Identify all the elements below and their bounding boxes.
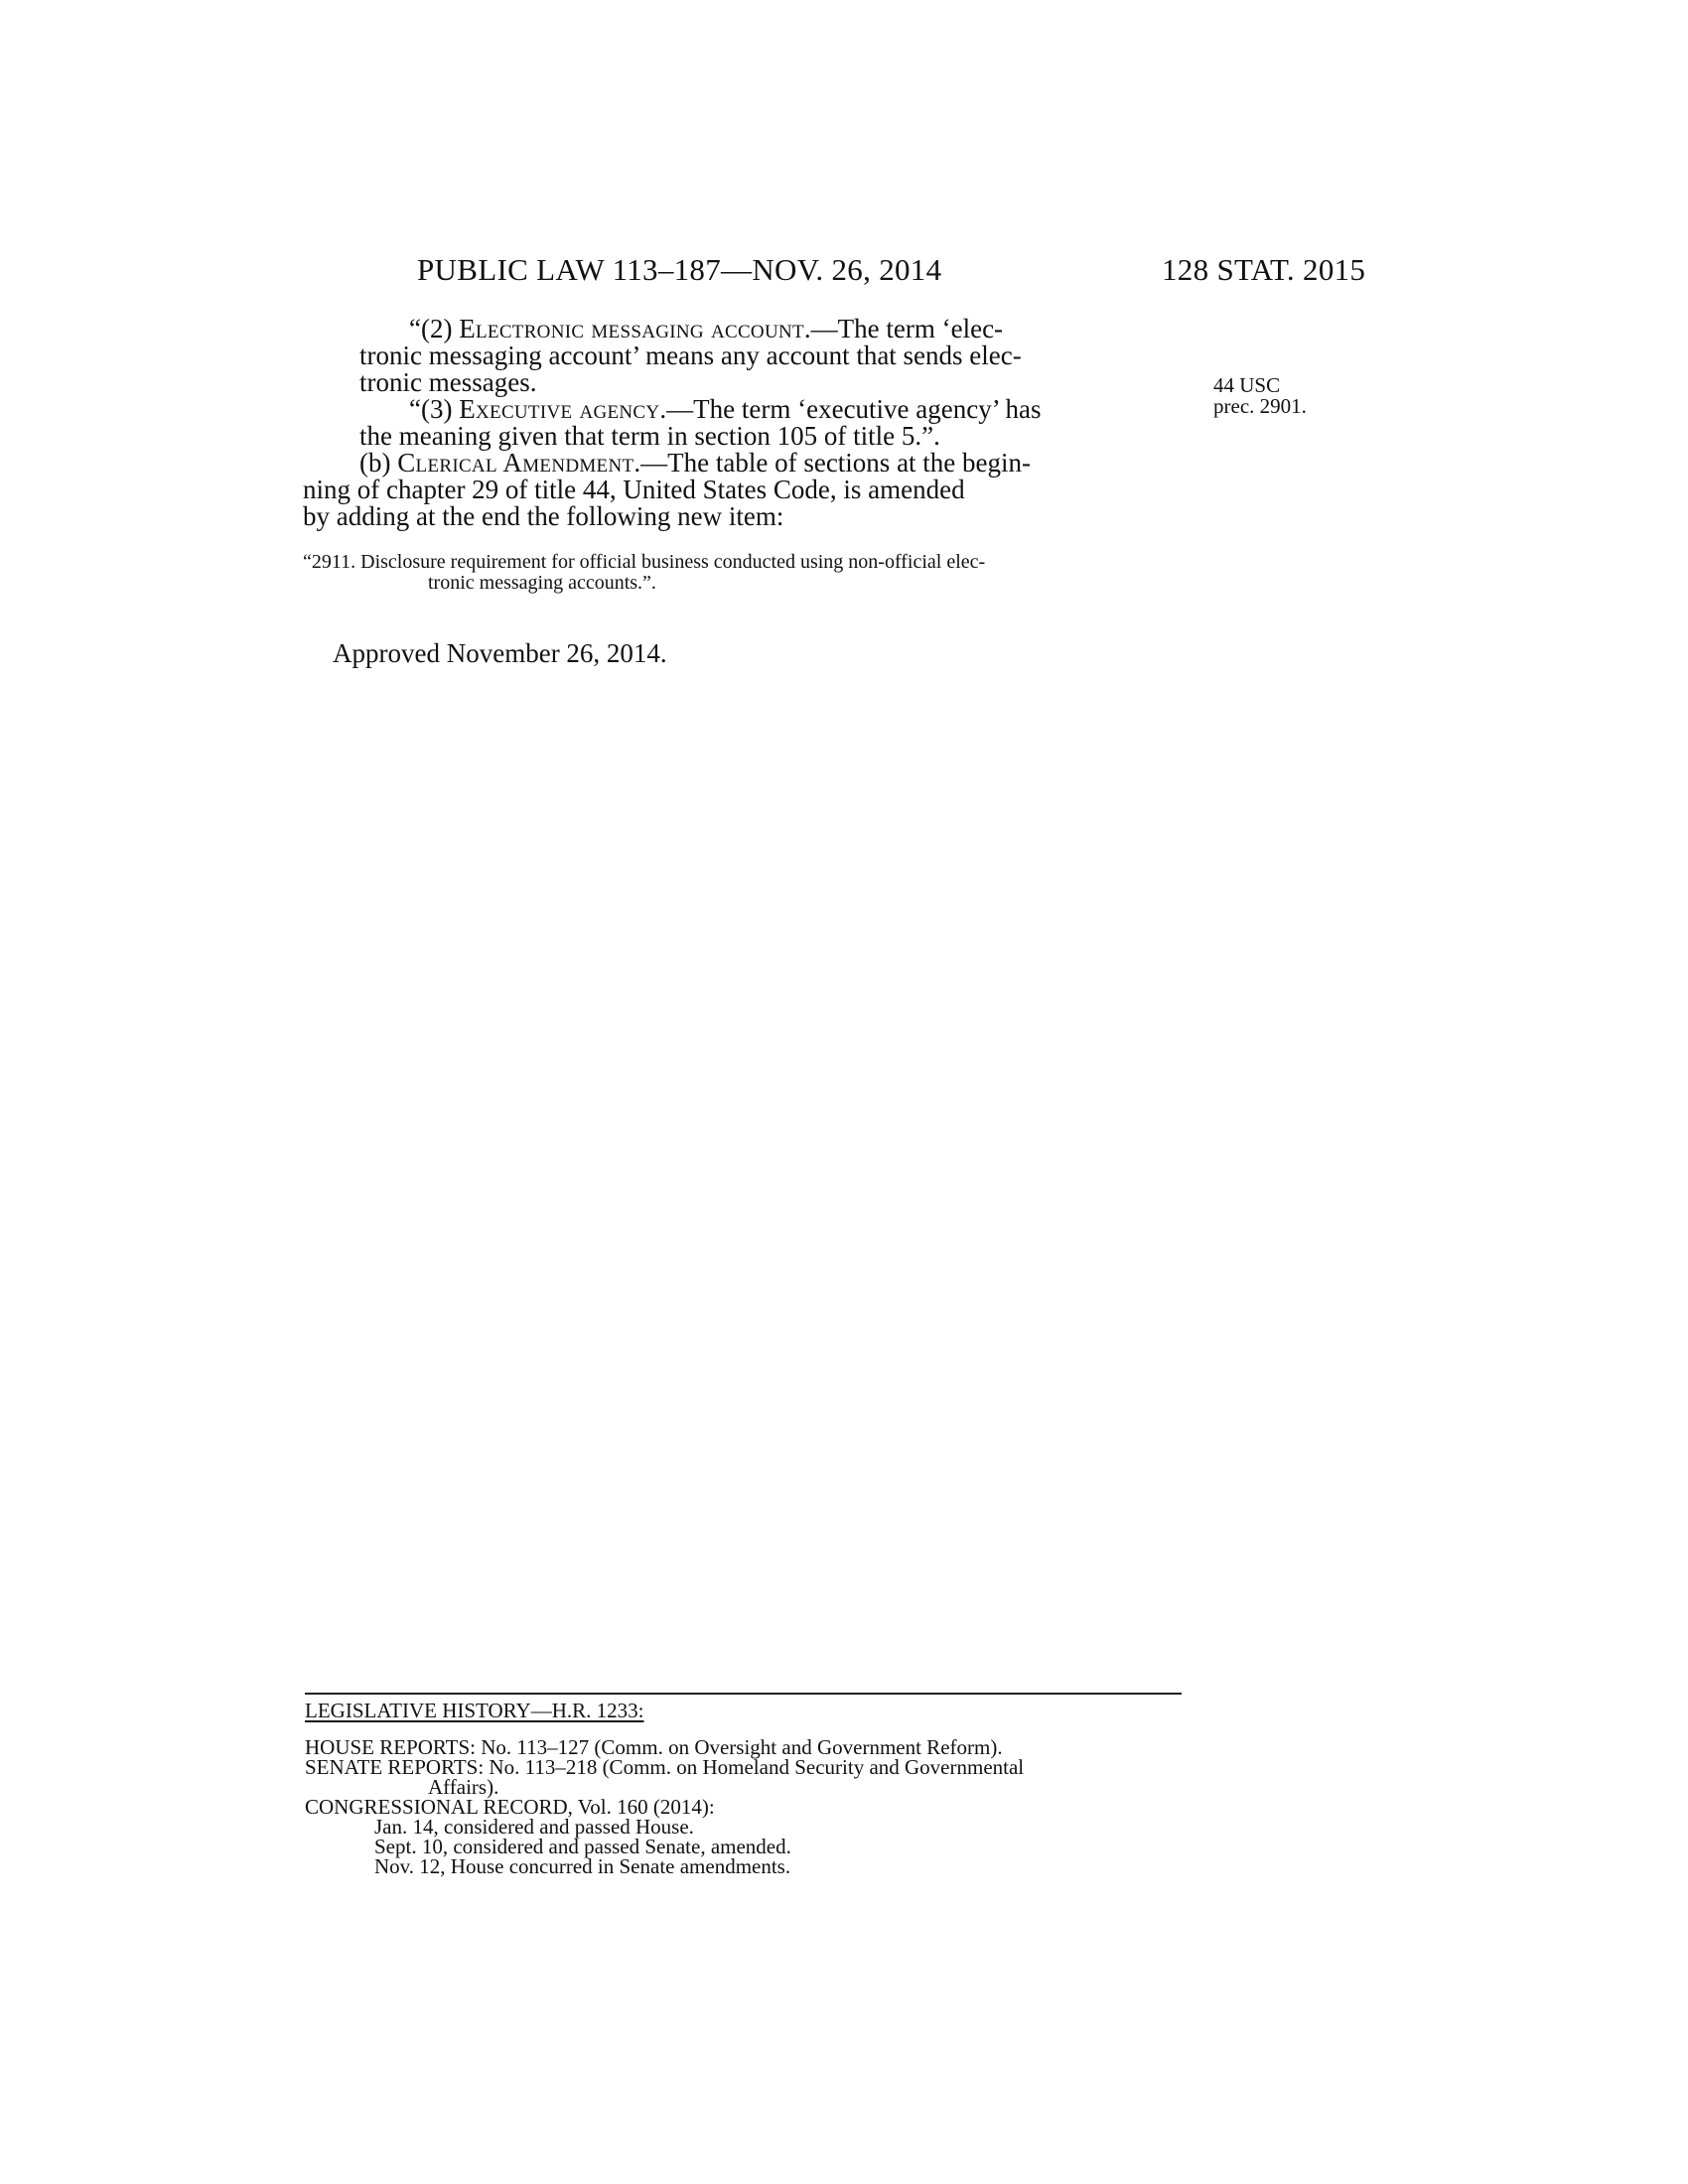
para3-prefix: “(3) — [409, 394, 460, 424]
house-reports: HOUSE REPORTS: No. 113–127 (Comm. on Oversight and Government Reform). — [305, 1735, 1003, 1759]
legislative-history-title — [305, 1701, 1198, 1720]
margin-note-line2: prec. 2901. — [1213, 394, 1307, 418]
margin-note-line1: 44 USC — [1213, 373, 1281, 397]
toc-item-line1: “2911. Disclosure requirement for official business conducted using non-official elec- — [303, 551, 986, 573]
statute-page-number: 128 STAT. 2015 — [1162, 252, 1366, 287]
margin-citation-note — [1213, 375, 1307, 417]
congressional-record: CONGRESSIONAL RECORD, Vol. 160 (2014): — [305, 1795, 715, 1819]
running-header-title: PUBLIC LAW 113–187—NOV. 26, 2014 — [417, 252, 942, 287]
senate-reports: SENATE REPORTS: No. 113–218 (Comm. on Homeland Security and Governmental — [305, 1755, 1025, 1779]
legislative-history-title-text: LEGISLATIVE HISTORY—H.R. 1233: — [305, 1699, 644, 1722]
parab-line2: ning of chapter 29 of title 44, United States Code, is amended — [303, 475, 965, 504]
definition-paragraph-2 — [303, 316, 1180, 396]
para2-prefix: “(2) — [409, 314, 460, 343]
senate-reports-continued: Affairs). — [428, 1775, 499, 1799]
para3-text: .—The term ‘executive agency’ has — [659, 394, 1042, 424]
parab-prefix: (b) — [359, 448, 398, 478]
footnote-divider — [305, 1693, 1182, 1695]
table-of-sections-item — [303, 552, 1177, 594]
para2-heading: Electronic messaging account — [459, 314, 804, 343]
parab-text: .—The table of sections at the begin- — [633, 448, 1032, 478]
parab-heading: Clerical Amendment — [397, 448, 634, 478]
record-entry: Nov. 12, House concurred in Senate amendments. — [374, 1854, 791, 1878]
para2-line3: tronic messages. — [359, 367, 537, 397]
approval-date: Approved November 26, 2014. — [333, 638, 667, 668]
clerical-amendment-paragraph — [303, 450, 1180, 530]
record-entry: Jan. 14, considered and passed House. — [374, 1815, 694, 1839]
legislative-history-block — [305, 1737, 1198, 1876]
record-entry: Sept. 10, considered and passed Senate, amended. — [374, 1835, 791, 1858]
para3-line2: the meaning given that term in section 105 of title 5.”. — [359, 421, 940, 451]
definition-paragraph-3 — [303, 396, 1180, 450]
para2-text: .—The term ‘elec- — [803, 314, 1004, 343]
para3-heading: Executive agency — [459, 394, 660, 424]
parab-line3: by adding at the end the following new item: — [303, 501, 784, 531]
para2-line2: tronic messaging account’ means any account that sends elec- — [359, 341, 1022, 370]
toc-item-line2: tronic messaging accounts.”. — [428, 572, 656, 594]
